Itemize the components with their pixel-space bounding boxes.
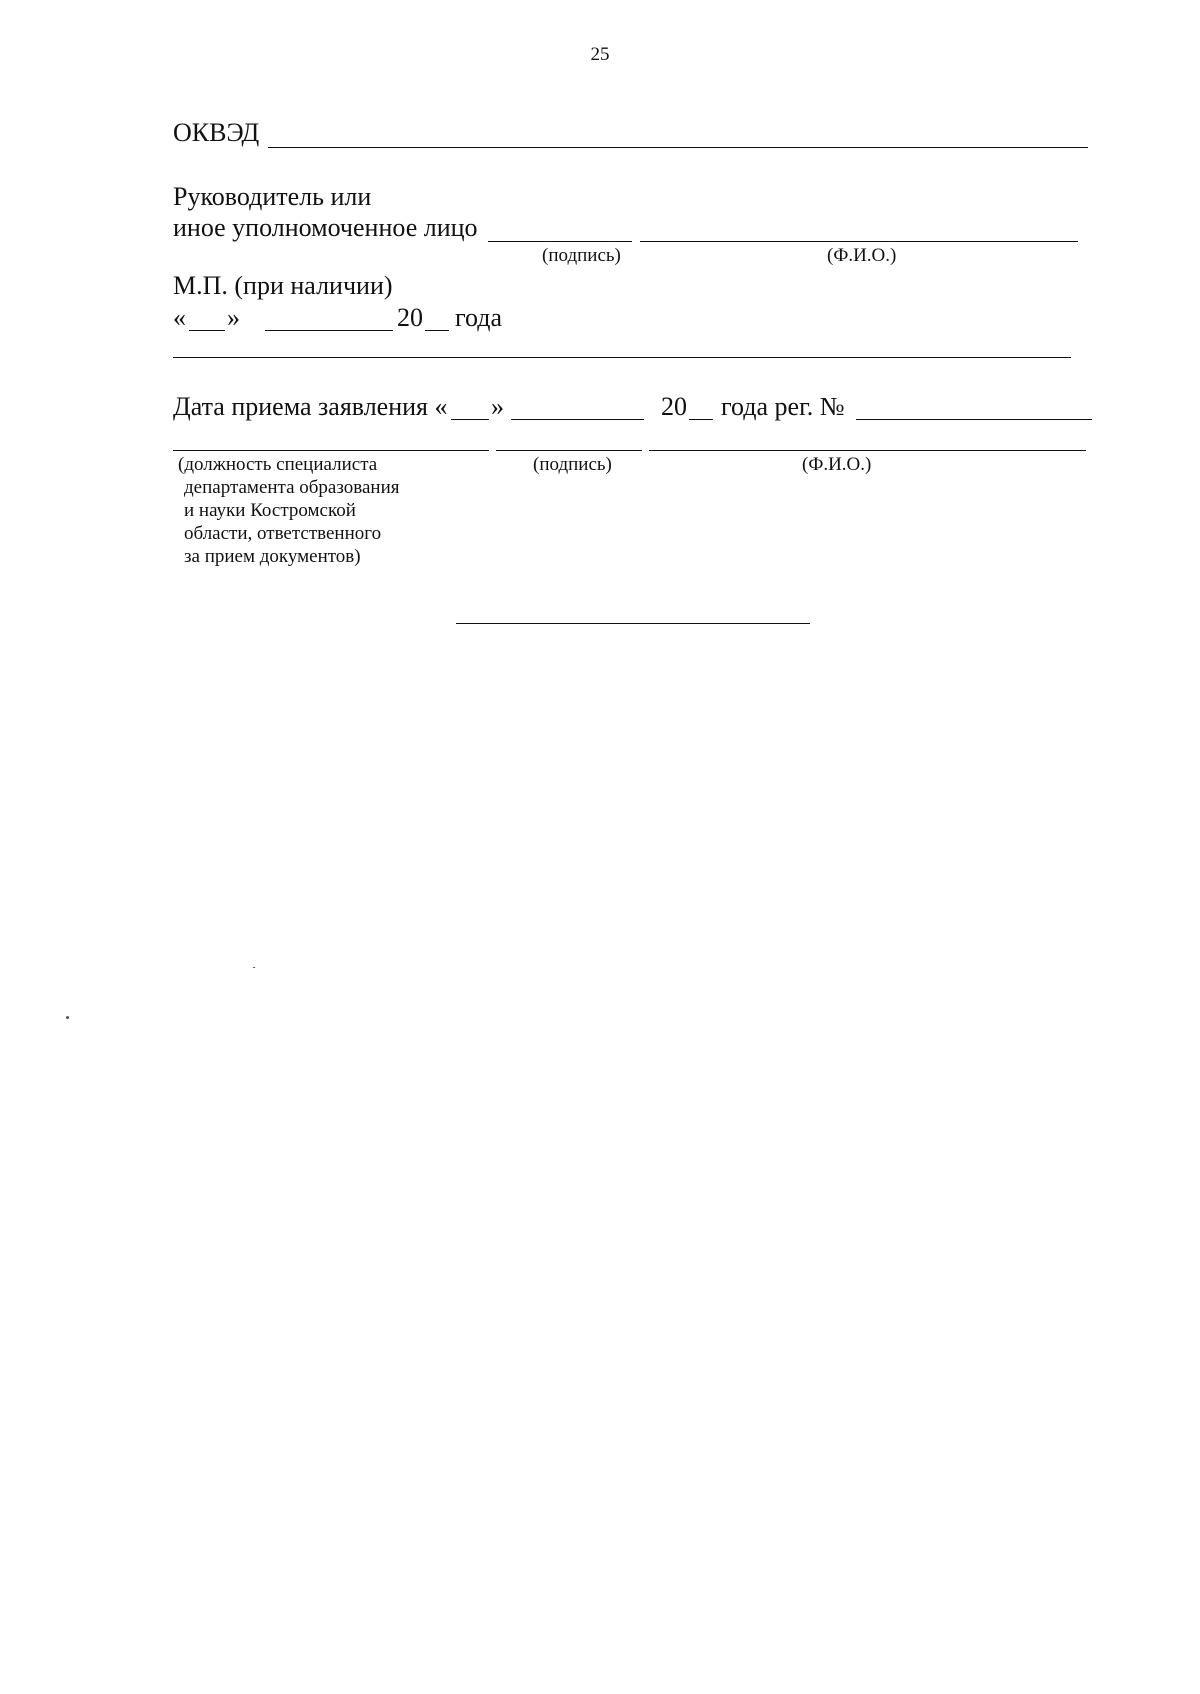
stamp-label: М.П. (при наличии) — [173, 271, 393, 300]
okved-label: ОКВЭД — [173, 118, 260, 147]
document-end-line — [456, 623, 810, 624]
specialist-position-caption-4: области, ответственного — [184, 523, 382, 544]
head-fio-line[interactable] — [640, 241, 1078, 242]
section-divider-line — [173, 357, 1071, 358]
reception-month-field-line[interactable] — [511, 419, 644, 420]
reception-year-prefix: 20 — [661, 392, 687, 421]
specialist-position-caption-3: и науки Костромской — [184, 500, 356, 521]
page-number: 25 — [590, 44, 610, 65]
head-signature-caption: (подпись) — [542, 245, 621, 266]
reception-date-label: Дата приема заявления « — [173, 392, 448, 421]
okved-field-line[interactable] — [268, 147, 1088, 148]
specialist-signature-caption: (подпись) — [533, 454, 612, 475]
reception-reg-suffix: года рег. № — [721, 392, 845, 421]
specialist-position-line[interactable] — [173, 450, 489, 451]
stamp-day-field-line[interactable] — [189, 330, 225, 331]
head-label-line2: иное уполномоченное лицо — [173, 213, 478, 242]
stamp-year-field-line[interactable] — [425, 330, 449, 331]
specialist-fio-line[interactable] — [649, 450, 1086, 451]
stamp-year-suffix: года — [455, 303, 503, 332]
specialist-signature-line[interactable] — [496, 450, 642, 451]
specialist-position-caption-2: департамента образования — [184, 477, 400, 498]
scan-speck — [253, 967, 255, 968]
stamp-date-open-quote: « — [173, 303, 186, 332]
stamp-year-prefix: 20 — [397, 303, 423, 332]
stamp-date-close-quote: » — [227, 303, 240, 332]
reception-reg-number-line[interactable] — [856, 419, 1092, 420]
reception-year-field-line[interactable] — [689, 419, 713, 420]
head-label-line1: Руководитель или — [173, 182, 372, 211]
specialist-position-caption-5: за прием документов) — [184, 546, 361, 567]
reception-day-field-line[interactable] — [451, 419, 489, 420]
stamp-month-field-line[interactable] — [265, 330, 393, 331]
specialist-position-caption-1: (должность специалиста — [178, 454, 378, 475]
head-signature-line[interactable] — [488, 241, 632, 242]
reception-close-quote: » — [491, 392, 504, 421]
scan-speck — [66, 1016, 69, 1019]
specialist-fio-caption: (Ф.И.О.) — [802, 454, 872, 475]
head-fio-caption: (Ф.И.О.) — [827, 245, 897, 266]
